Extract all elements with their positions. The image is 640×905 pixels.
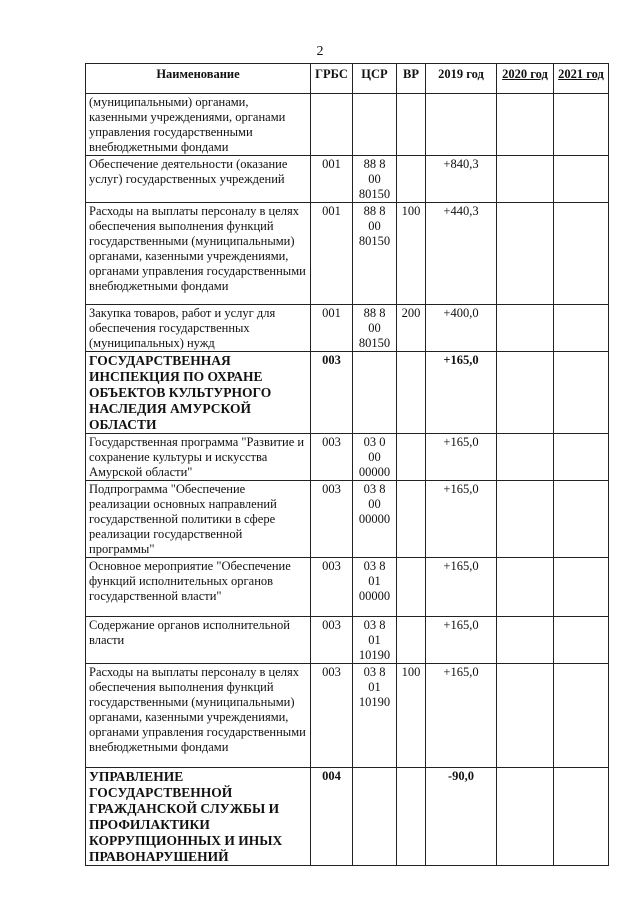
row-name-cell: Основное мероприятие "Обеспечение функций исполнительных органов государственной власти"	[86, 558, 311, 617]
table-row	[86, 617, 609, 664]
row-grbs-cell: 001	[311, 203, 353, 305]
row-grbs-cell: 003	[311, 434, 353, 481]
row-2020-cell	[497, 434, 554, 481]
table-row	[86, 481, 609, 558]
row-2020-cell	[497, 617, 554, 664]
header-name: Наименование	[86, 64, 311, 94]
page-number: 2	[316, 44, 324, 59]
row-2021-cell	[554, 434, 609, 481]
row-vr-cell	[397, 434, 426, 481]
row-2019-cell: +165,0	[426, 558, 497, 617]
header-2020: 2020 год	[497, 64, 554, 94]
table-row	[86, 768, 609, 866]
row-grbs-cell: 001	[311, 305, 353, 352]
row-2019-cell: -90,0	[426, 768, 497, 866]
row-2021-cell	[554, 203, 609, 305]
table-header-row	[86, 64, 609, 94]
row-vr-cell	[397, 558, 426, 617]
row-vr-cell	[397, 768, 426, 866]
row-vr-cell	[397, 156, 426, 203]
row-name-cell: Подпрограмма "Обеспечение реализации основных направлений государственной политики в сфере реализации государственной программы"	[86, 481, 311, 558]
row-grbs-cell: 003	[311, 664, 353, 768]
row-name-cell: Расходы на выплаты персоналу в целях обеспечения выполнения функций государственными (муниципальными) органами, казенными учреждениями, органами управления государственными внебюджетными фондами	[86, 664, 311, 768]
row-grbs-cell: 003	[311, 617, 353, 664]
row-name-cell: (муниципальными) органами, казенными учреждениями, органами управления государственными внебюджетными фондами	[86, 94, 311, 156]
header-2019: 2019 год	[426, 64, 497, 94]
row-grbs-cell: 003	[311, 352, 353, 434]
row-csr-cell: 03 8 01 00000	[353, 558, 397, 617]
row-2020-cell	[497, 305, 554, 352]
row-vr-cell: 100	[397, 664, 426, 768]
table-row	[86, 156, 609, 203]
row-2019-cell: +165,0	[426, 434, 497, 481]
row-2021-cell	[554, 156, 609, 203]
row-2019-cell: +165,0	[426, 617, 497, 664]
row-2019-cell: +165,0	[426, 481, 497, 558]
row-name-cell: Содержание органов исполнительной власти	[86, 617, 311, 664]
row-2020-cell	[497, 481, 554, 558]
table-row	[86, 434, 609, 481]
header-vr: ВР	[397, 64, 426, 94]
row-grbs-cell: 001	[311, 156, 353, 203]
row-grbs-cell: 003	[311, 481, 353, 558]
row-csr-cell: 03 0 00 00000	[353, 434, 397, 481]
row-vr-cell	[397, 352, 426, 434]
row-vr-cell	[397, 481, 426, 558]
row-csr-cell: 88 8 00 80150	[353, 156, 397, 203]
row-vr-cell	[397, 94, 426, 156]
row-2019-cell: +165,0	[426, 664, 497, 768]
row-vr-cell	[397, 617, 426, 664]
table-row	[86, 558, 609, 617]
table-row	[86, 664, 609, 768]
budget-table	[85, 63, 609, 866]
row-name-cell: Закупка товаров, работ и услуг для обеспечения государственных (муниципальных) нужд	[86, 305, 311, 352]
row-2021-cell	[554, 352, 609, 434]
row-2019-cell	[426, 94, 497, 156]
row-2021-cell	[554, 558, 609, 617]
row-2019-cell: +400,0	[426, 305, 497, 352]
row-grbs-cell: 004	[311, 768, 353, 866]
row-2020-cell	[497, 768, 554, 866]
table-row	[86, 94, 609, 156]
row-name-cell: УПРАВЛЕНИЕ ГОСУДАРСТВЕННОЙ ГРАЖДАНСКОЙ СЛУЖБЫ И ПРОФИЛАКТИКИ КОРРУПЦИОННЫХ И ИНЫХ ПРАВОНАРУШЕНИЙ	[86, 768, 311, 866]
row-grbs-cell	[311, 94, 353, 156]
header-2021: 2021 год	[554, 64, 609, 94]
header-grbs: ГРБС	[311, 64, 353, 94]
row-2019-cell: +840,3	[426, 156, 497, 203]
row-2020-cell	[497, 203, 554, 305]
row-2020-cell	[497, 156, 554, 203]
row-2021-cell	[554, 617, 609, 664]
row-vr-cell: 100	[397, 203, 426, 305]
row-2021-cell	[554, 305, 609, 352]
row-csr-cell	[353, 352, 397, 434]
row-csr-cell: 03 8 01 10190	[353, 617, 397, 664]
row-2020-cell	[497, 94, 554, 156]
row-2019-cell: +440,3	[426, 203, 497, 305]
row-name-cell: Государственная программа "Развитие и сохранение культуры и искусства Амурской области"	[86, 434, 311, 481]
row-2021-cell	[554, 664, 609, 768]
row-csr-cell: 03 8 01 10190	[353, 664, 397, 768]
table-row	[86, 203, 609, 305]
row-csr-cell: 88 8 00 80150	[353, 305, 397, 352]
row-2021-cell	[554, 481, 609, 558]
row-2021-cell	[554, 94, 609, 156]
row-csr-cell	[353, 94, 397, 156]
row-name-cell: Расходы на выплаты персоналу в целях обеспечения выполнения функций государственными (муниципальными) органами, казенными учреждениями, органами управления государственными внебюджетными фондами	[86, 203, 311, 305]
row-csr-cell	[353, 768, 397, 866]
row-csr-cell: 03 8 00 00000	[353, 481, 397, 558]
row-2021-cell	[554, 768, 609, 866]
row-csr-cell: 88 8 00 80150	[353, 203, 397, 305]
row-2020-cell	[497, 664, 554, 768]
row-2019-cell: +165,0	[426, 352, 497, 434]
row-2020-cell	[497, 352, 554, 434]
table-row	[86, 352, 609, 434]
row-vr-cell: 200	[397, 305, 426, 352]
row-name-cell: Обеспечение деятельности (оказание услуг) государственных учреждений	[86, 156, 311, 203]
header-csr: ЦСР	[353, 64, 397, 94]
row-grbs-cell: 003	[311, 558, 353, 617]
row-2020-cell	[497, 558, 554, 617]
table-row	[86, 305, 609, 352]
row-name-cell: ГОСУДАРСТВЕННАЯ ИНСПЕКЦИЯ ПО ОХРАНЕ ОБЪЕКТОВ КУЛЬТУРНОГО НАСЛЕДИЯ АМУРСКОЙ ОБЛАСТИ	[86, 352, 311, 434]
